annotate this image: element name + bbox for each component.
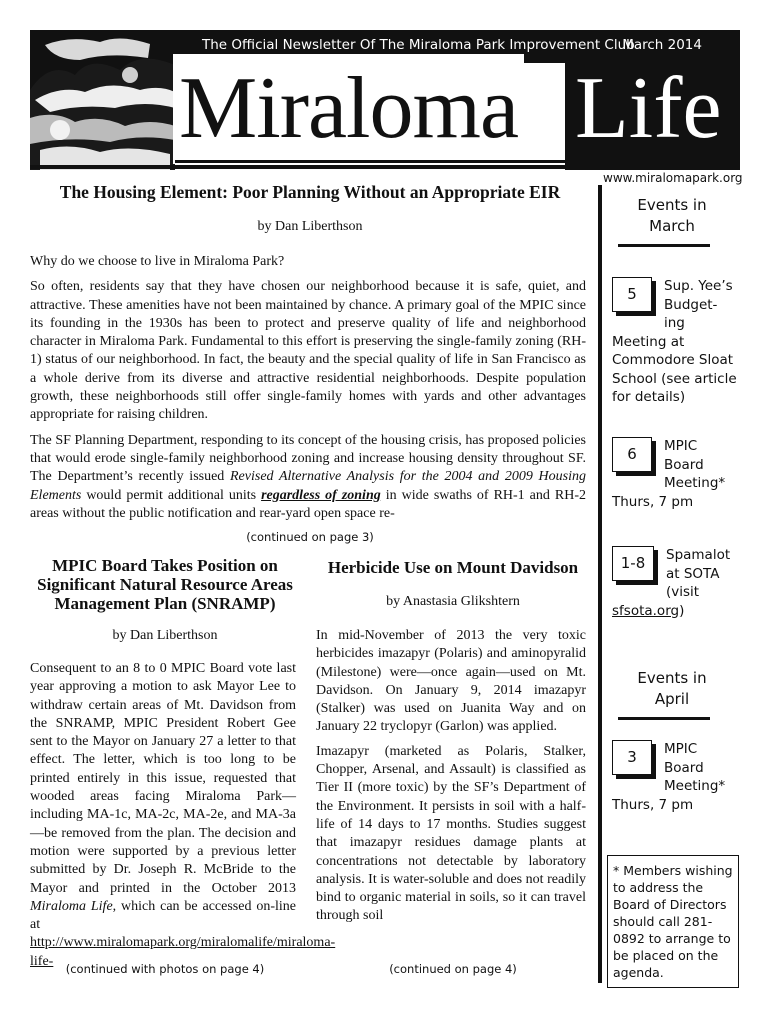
event-text: MPIC Board Meeting* Thurs, 7 pm: [612, 741, 726, 813]
continued-notice: (continued on page 4): [389, 962, 517, 976]
event-item: [612, 740, 737, 814]
event-date-box: 1-8: [612, 546, 654, 581]
heading-line: March: [649, 217, 695, 235]
text-run: would permit additional units: [81, 487, 262, 503]
article-paragraph: So often, residents say that they have chosen our neighborhood because it is safe, quiet, and attractive. These amenities have not been maintained by chance. A primary goal of the MPIC since its founding in the 1930s has been to protect and preserve quality of life and neighborhood character in Miraloma Park. Fundamental to this effort is preserving the single-family zoning (RH-1) status of our neighborhood. In fact, the beauty and the special quality of life in San Francisco as a whole derive from its diverse and attractive residential neighborhoods. Despite population growth, these neighborhoods still offer single-family homes with yards and other advantages appropriate for raising children.: [30, 279, 586, 423]
heading-line: Events in: [637, 669, 707, 687]
website-url[interactable]: www.miralomapark.org: [603, 171, 743, 185]
article-paragraph: In mid-November of 2013 the very toxic herbicides imazapyr (Polaris) and aminopyralid (Milestone) were—once again—used on Mt. Davidson. On January 9, 2014 imazapyr (Stalker) was used on Juanita Way and on January 22 tryclopyr (Garlon) was applied.: [316, 628, 586, 735]
article-housing-byline: by Dan Liberthson: [257, 219, 363, 234]
document-title-italic: Revised Alternative Analysis for the 2004 and 2009 Housing Elements: [30, 469, 586, 503]
continued-notice: (continued with photos on page 4): [65, 962, 265, 976]
text-run: Consequent to an 8 to 0 MPIC Board vote last year approving a motion to ask Mayor Lee to withdraw certain areas of Mt. Davidson from the SNRAMP, MPIC President Robert Gee sent to the Mayor on January 27 a letter to that effect. The letter, which is too long to be printed entirely in this issue, requested that wooded areas facing Miraloma Park—including MA-1c, MA-2c, MA-2e, and MA-3a—be removed from the plan. The decision and motion were supported by a previous letter submitted by Dr. Joseph R. McBride to the Mayor and printed in the October 2013: [30, 661, 296, 896]
article-snramp-body: [30, 660, 336, 971]
article-paragraph: Why do we choose to live in Miraloma Park?: [30, 254, 285, 269]
masthead-rule-bottom: [30, 165, 740, 169]
newsletter-tagline: The Official Newsletter Of The Miraloma Park Improvement Club: [202, 37, 635, 53]
heading-line: Events in: [637, 196, 707, 214]
event-date-box: 6: [612, 437, 652, 472]
article-paragraph: [30, 660, 336, 971]
issue-date: March 2014: [622, 37, 702, 53]
event-item: [612, 277, 737, 407]
article-snramp-title: MPIC Board Takes Position on Significant Natural Resource Areas Management Plan (SNRAMP): [37, 556, 293, 613]
article-herbicide-title: Herbicide Use on Mount Davidson: [327, 558, 579, 577]
event-text: MPIC Board Meeting* Thurs, 7 pm: [612, 438, 726, 510]
event-date-box: 3: [612, 740, 652, 775]
event-item: [612, 546, 737, 620]
article-paragraph: Imazapyr (marketed as Polaris, Stalker, Chopper, Arsenal, and Assault) is classified as Tier II (more toxic) by the SF’s Department of the Environment. It persists in soil with a half-life of 14 days to 17 months. Studies suggest that imazapyr residues damage plants at concentrations not detectable by laboratory analysis. It is water-soluble and does not readily bind to organic material in soils, so it can travel through soil: [316, 743, 586, 924]
members-note: * Members wishing to address the Board of Directors should call 281-0892 to arrange to be placed on the agenda.: [607, 855, 739, 988]
masthead-photo: [30, 30, 175, 170]
article-herbicide-byline: by Anastasia Glikshtern: [386, 594, 520, 609]
heading-rule: [618, 717, 710, 720]
text-run: , which can be accessed on-line at: [30, 898, 296, 933]
article-paragraph: [30, 432, 586, 523]
text-run: The SF Planning Department, responding to its concept of the housing crisis, has proposed policies that would erode single-family neighborhood zoning and increase housing density throughout SF. The Department’s recently issued: [30, 432, 586, 485]
event-date-box: 5: [612, 277, 652, 312]
emphasized-phrase: regardless of zoning: [261, 487, 381, 503]
event-text: Sup. Yee’s Budget-ing Meeting at Commodore Sloat School (see article for details): [612, 278, 737, 405]
events-march-heading: [612, 195, 732, 237]
newsletter-title-italic: Miraloma Life: [30, 898, 113, 914]
masthead-rule: [175, 160, 740, 163]
heading-rule: [618, 244, 710, 247]
masthead-title-miraloma: Miraloma: [173, 54, 524, 164]
events-april-heading: [612, 668, 732, 710]
heading-line: April: [654, 690, 690, 708]
text-run: in wide swaths of RH-1 and RH-2 areas without the public notification and rear-yard open space re-: [30, 487, 586, 521]
article-housing-body: [30, 253, 586, 530]
article-link[interactable]: http://www.miralomapark.org/miralomalife/miraloma-life-: [30, 935, 336, 969]
event-text: ): [679, 602, 685, 619]
masthead: [30, 30, 740, 170]
article-housing-title: The Housing Element: Poor Planning Without an Appropriate EIR: [59, 182, 561, 202]
event-text: Spamalot at SOTA (visit: [666, 547, 731, 600]
masthead-title-life: Life: [575, 60, 722, 157]
article-snramp-byline: by Dan Liberthson: [112, 628, 218, 643]
article-herbicide-body: [316, 627, 586, 932]
event-item: [612, 437, 737, 511]
sfsota-link[interactable]: sfsota.org: [612, 602, 680, 619]
continued-notice: (continued on page 3): [246, 530, 374, 544]
sidebar-divider: [598, 185, 602, 983]
